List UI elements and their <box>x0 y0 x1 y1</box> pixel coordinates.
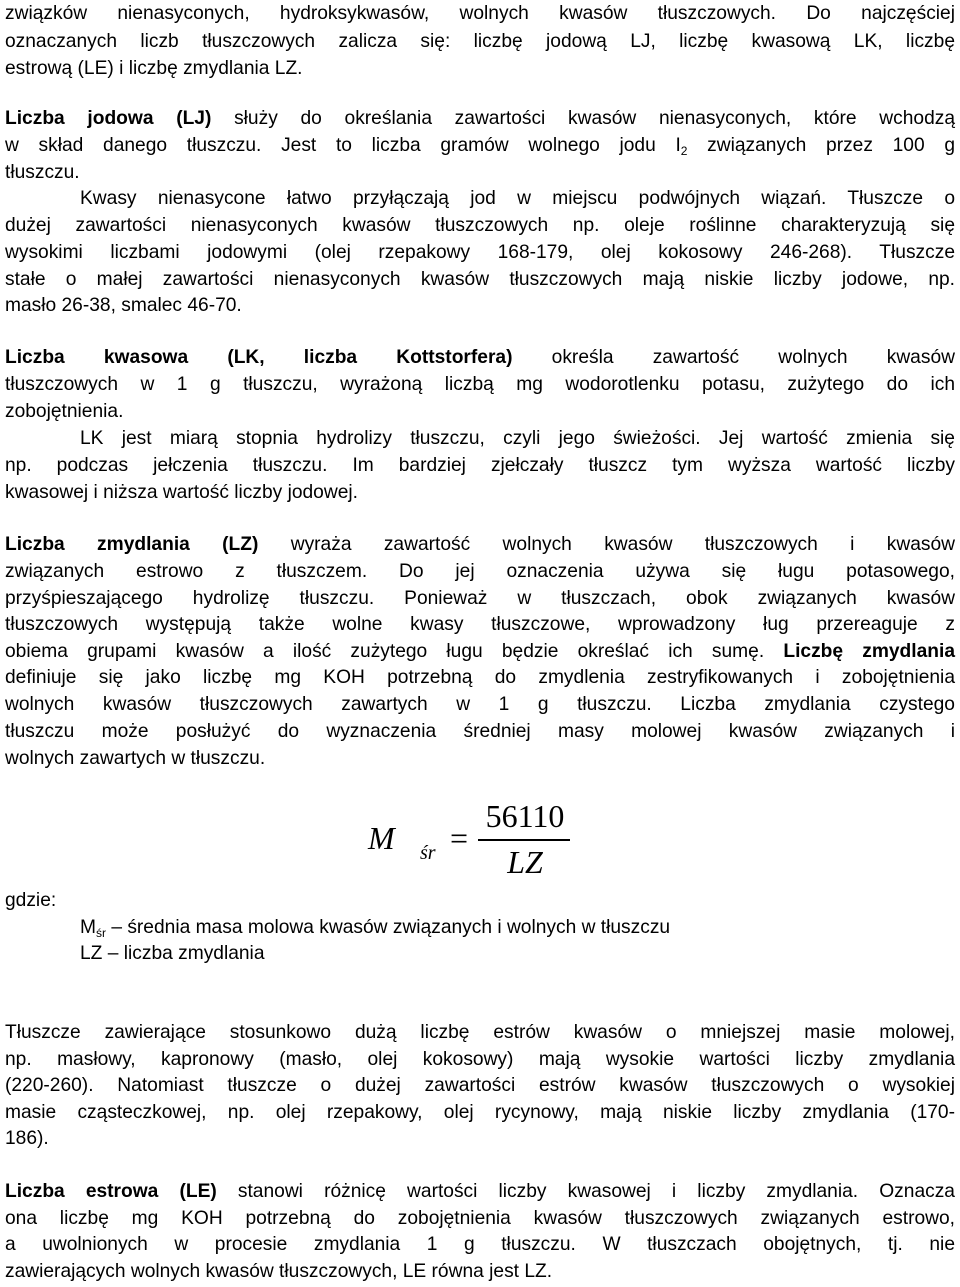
lk-line-2: tłuszczowych w 1 g tłuszczu, wyrażoną liczbą mg wodorotlenku potasu, zużytego do ich <box>5 374 955 395</box>
lj-line-5: dużej zawartości nienasyconych kwasów tłuszczowych np. oleje roślinne charakteryzują się <box>5 215 955 236</box>
lk-line-5: np. podczas jełczenia tłuszczu. Im bardziej zjełczały tłuszcz tym wyższa wartość liczby <box>5 455 955 476</box>
lz-line-5: obiema grupami kwasów a ilość zużytego ługu będzie określać ich sumę. Liczbę zmydlania <box>5 641 955 662</box>
formula-denominator: LZ <box>507 844 543 880</box>
lz-line-2: związanych estrowo z tłuszczem. Do jej oznaczenia używa się ługu potasowego, <box>5 561 955 582</box>
lk-line-4: LK jest miarą stopnia hydrolizy tłuszczu, czyli jego świeżości. Jej wartość zmienia się <box>80 428 955 449</box>
where-def-2: LZ – liczba zmydlania <box>80 943 265 964</box>
fraction-bar <box>478 839 570 841</box>
formula-molar-mass <box>368 798 588 888</box>
lj-line-4: Kwasy nienasycone łatwo przyłączają jod w miejscu podwójnych wiązań. Tłuszcze o <box>80 188 956 209</box>
lj-line-1: Liczba jodowa (LJ) służy do określania zawartości kwasów nienasyconych, które wchodzą <box>5 108 955 129</box>
lj-heading: Liczba jodowa (LJ) <box>5 108 212 129</box>
formula-subscript: śr <box>420 842 436 864</box>
where-def-1: $M_{śr}$ – średnia masa molowa kwasów związanych i wolnych w tłuszczu <box>80 917 671 940</box>
intro-line-1: związków nienasyconych, hydroksykwasów, wolnych kwasów tłuszczowych. Do najczęściej <box>5 3 955 24</box>
lj-line-8: masło 26-38, smalec 46-70. <box>5 295 242 316</box>
fats-line-5: 186). <box>5 1128 49 1149</box>
lz-line-1: Liczba zmydlania (LZ) wyraża zawartość wolnych kwasów tłuszczowych i kwasów <box>5 534 955 555</box>
lz-line-7: wolnych kwasów tłuszczowych zawartych w 1 g tłuszczu. Liczba zmydlania czystego <box>5 694 955 715</box>
le-line-2: ona liczbę mg KOH potrzebną do zobojętnienia kwasów tłuszczowych związanych estrowo, <box>5 1208 955 1229</box>
formula-numerator: 56110 <box>485 798 565 834</box>
lj-line-6: wysokimi liczbami jodowymi (olej rzepakowy 168-179, olej kokosowy 246-268). Tłuszcze <box>5 242 955 263</box>
where-label: gdzie: <box>5 890 57 911</box>
fats-line-4: masie cząsteczkowej, np. olej rzepakowy, olej rycynowy, mają niskie liczby zmydlania (170- <box>5 1102 955 1123</box>
lz-line-4: tłuszczowych występują także wolne kwasy tłuszczowe, wprowadzony ług przereaguje z <box>5 614 955 635</box>
le-line-4: zawierających wolnych kwasów tłuszczowych, LE równa jest LZ. <box>5 1261 553 1282</box>
le-line-3: a uwolnionych w procesie zmydlania 1 g tłuszczu. W tłuszczach obojętnych, tj. nie <box>5 1234 955 1255</box>
lj-line-2: w skład danego tłuszczu. Jest to liczba gramów wolnego jodu $I_2$ związanych przez 100 g <box>5 135 955 158</box>
le-heading: Liczba estrowa (LE) <box>5 1181 217 1202</box>
lk-line-1: Liczba kwasowa (LK, liczba Kottstorfera) określa zawartość wolnych kwasów <box>5 347 955 368</box>
le-line-1: Liczba estrowa (LE) stanowi różnicę wartości liczby kwasowej i liczby zmydlania. Oznacza <box>5 1181 955 1202</box>
intro-line-2: oznaczanych liczb tłuszczowych zalicza się: liczbę jodową LJ, liczbę kwasową LK, liczbę <box>5 31 955 52</box>
fats-line-3: (220-260). Natomiast tłuszcze o dużej zawartości estrów kwasów tłuszczowych o wysokiej <box>5 1075 955 1096</box>
lk-line-6: kwasowej i niższa wartość liczby jodowej. <box>5 482 358 503</box>
lz-line-6: definiuje się jako liczbę mg KOH potrzebną do zmydlenia zestryfikowanych i zobojętnienia <box>5 667 955 688</box>
formula-equals: = <box>450 820 469 856</box>
lk-line-3: zobojętnienia. <box>5 401 124 422</box>
lz-line-9: wolnych zawartych w tłuszczu. <box>5 748 266 769</box>
lj-line-3: tłuszczu. <box>5 162 80 183</box>
lz-line-3: przyśpieszającego hydrolizę tłuszczu. Ponieważ w tłuszczach, obok związanych kwasów <box>5 588 955 609</box>
lz-line-8: tłuszczu może posłużyć do wyznaczenia średniej masy molowej kwasów związanych i <box>5 721 955 742</box>
formula-m: M <box>368 820 395 856</box>
lk-heading: Liczba kwasowa (LK, liczba Kottstorfera) <box>5 347 513 368</box>
fats-line-1: Tłuszcze zawierające stosunkowo dużą liczbę estrów kwasów o mniejszej masie molowej, <box>5 1022 955 1043</box>
intro-line-3: estrową (LE) i liczbę zmydlania LZ. <box>5 58 303 79</box>
lj-line-7: stałe o małej zawartości nienasyconych kwasów tłuszczowych mają niskie liczby jodowe, np. <box>5 269 955 290</box>
fats-line-2: np. masłowy, kapronowy (masło, olej kokosowy) mają wysokie wartości liczby zmydlania <box>5 1049 955 1070</box>
lz-heading: Liczba zmydlania (LZ) <box>5 534 259 555</box>
